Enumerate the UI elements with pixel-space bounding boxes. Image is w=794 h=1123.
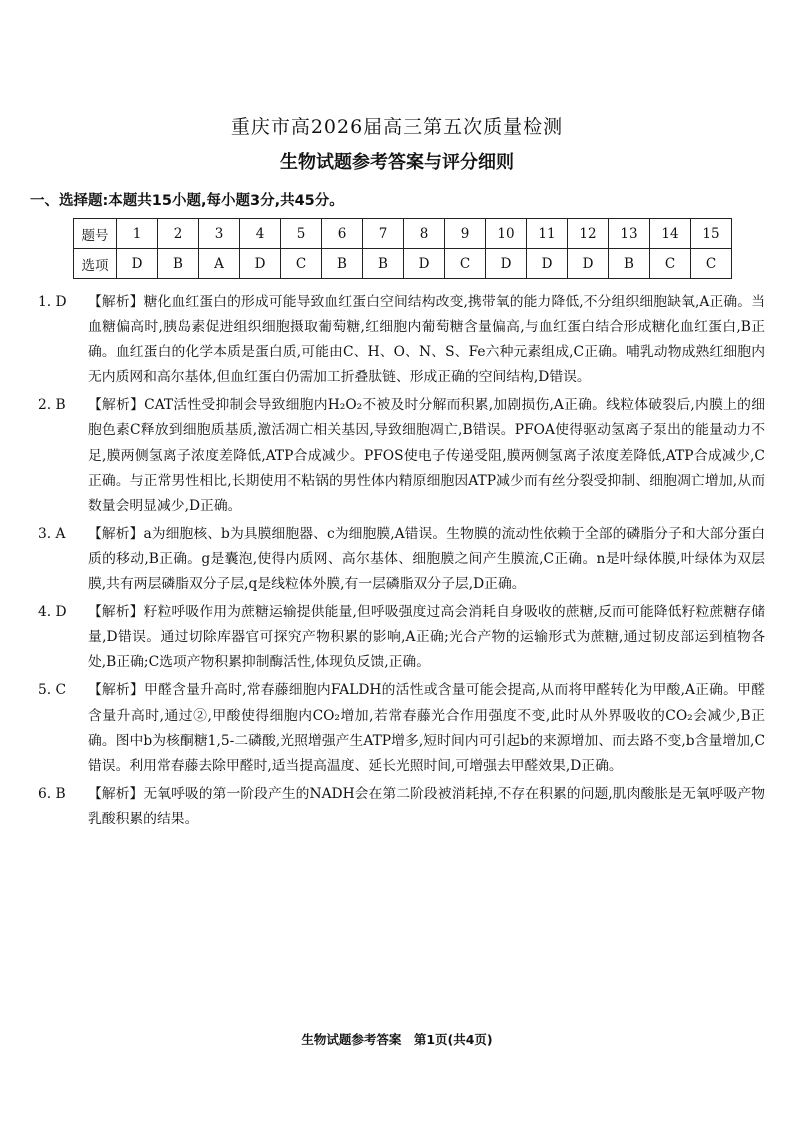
table-cell: 13 <box>609 219 650 249</box>
explanation-text: 【解析】a为细胞核、b为具膜细胞器、c为细胞膜,A错误。生物膜的流动性依赖于全部的磷脂分子和大部分蛋白质的移动,B正确。g是囊泡,使得内质网、高尔基体、细胞膜之间产生膜流,C正确。n是叶绿体膜,叶绿体为双层膜,共有两层磷脂双分子层,q是线粒体外膜,有一层磷脂双分子层,D正确。 <box>88 525 765 593</box>
explanation-text: 【解析】籽粒呼吸作用为蔗糖运输提供能量,但呼吸强度过高会消耗自身吸收的蔗糖,反而可能降低籽粒蔗糖存储量,D错误。通过切除库器官可探究产物积累的影响,A正确;光合产物的运输形式为蔗糖,通过韧皮部运到植物各处,B正确;C选项产物积累抑制酶活性,体现负反馈,正确。 <box>88 604 765 671</box>
table-cell: D <box>117 249 158 279</box>
table-cell: D <box>527 249 568 279</box>
table-cell: 14 <box>650 219 691 249</box>
table-cell: C <box>650 249 691 279</box>
explanation-list <box>38 290 765 835</box>
table-cell: C <box>281 249 322 279</box>
explanation-text: 【解析】甲醛含量升高时,常春藤细胞内FALDH的活性或含量可能会提高,从而将甲醛转化为甲酸,A正确。甲醛含量升高时,通过②,甲酸使得细胞内CO₂增加,若常春藤光合作用强度不变,此时从外界吸收的CO₂会减少,B正确。图中b为核酮糖1,5-二磷酸,光照增强产生ATP增多,短时间内可引起b的来源增加、而去路不变,b含量增加,C错误。利用常春藤去除甲醛时,适当提高温度、延长光照时间,可增强去甲醛效果,D正确。 <box>88 682 765 774</box>
question-answer: 4. D <box>38 604 67 621</box>
explanation-item <box>38 290 765 390</box>
table-cell: 4 <box>240 219 281 249</box>
table-cell: 8 <box>404 219 445 249</box>
question-number-row <box>74 219 732 249</box>
table-cell: 5 <box>281 219 322 249</box>
row-label: 选项 <box>74 249 117 279</box>
table-cell: B <box>363 249 404 279</box>
explanation-item <box>38 522 765 597</box>
table-cell: 12 <box>568 219 609 249</box>
table-cell: 6 <box>322 219 363 249</box>
table-cell: C <box>691 249 732 279</box>
row-label: 题号 <box>74 219 117 249</box>
explanation-item <box>38 782 765 832</box>
table-cell: D <box>404 249 445 279</box>
question-answer: 2. B <box>38 397 66 414</box>
explanation-item <box>38 393 765 518</box>
table-cell: 2 <box>158 219 199 249</box>
question-answer: 1. D <box>38 294 67 310</box>
table-cell: A <box>199 249 240 279</box>
table-cell: B <box>609 249 650 279</box>
table-cell: C <box>445 249 486 279</box>
explanation-text: 【解析】糖化血红蛋白的形成可能导致血红蛋白空间结构改变,携带氧的能力降低,不分组织细胞缺氧,A正确。当血糖偏高时,胰岛素促进组织细胞摄取葡萄糖,红细胞内葡萄糖含量偏高,与血红蛋白结合形成糖化血红蛋白,B正确。血红蛋白的化学本质是蛋白质,可能由C、H、O、N、S、Fe六种元素组成,C正确。哺乳动物成熟红细胞内无内质网和高尔基体,但血红蛋白仍需加工折叠肽链、形成正确的空间结构,D错误。 <box>88 294 765 386</box>
question-answer: 3. A <box>38 525 66 542</box>
table-cell: 9 <box>445 219 486 249</box>
explanation-item <box>38 678 765 778</box>
answer-row <box>74 249 732 279</box>
table-cell: 10 <box>486 219 527 249</box>
table-cell: B <box>322 249 363 279</box>
table-cell: 11 <box>527 219 568 249</box>
table-cell: D <box>568 249 609 279</box>
table-cell: 3 <box>199 219 240 249</box>
answer-table <box>73 218 732 279</box>
table-cell: B <box>158 249 199 279</box>
table-cell: 15 <box>691 219 732 249</box>
page-footer: 生物试题参考答案 第1页(共4页) <box>301 1032 493 1047</box>
table-cell: 7 <box>363 219 404 249</box>
question-answer: 5. C <box>38 682 67 699</box>
question-answer: 6. B <box>38 785 66 802</box>
explanation-item <box>38 600 765 675</box>
table-cell: 1 <box>117 219 158 249</box>
answer-key-subtitle: 生物试题参考答案与评分细则 <box>280 152 514 173</box>
exam-title: 重庆市高2026届高三第五次质量检测 <box>230 116 564 138</box>
table-cell: D <box>486 249 527 279</box>
explanation-text: 【解析】无氧呼吸的第一阶段产生的NADH会在第二阶段被消耗掉,不存在积累的问题,肌肉酸胀是无氧呼吸产物乳酸积累的结果。 <box>88 785 765 827</box>
section-heading: 一、选择题:本题共15小题,每小题3分,共45分。 <box>30 193 344 209</box>
table-cell: D <box>240 249 281 279</box>
explanation-text: 【解析】CAT活性受抑制会导致细胞内H₂O₂不被及时分解而积累,加剧损伤,A正确。线粒体破裂后,内膜上的细胞色素C释放到细胞质基质,激活凋亡相关基因,导致细胞凋亡,B错误。PFOA使得驱动氢离子泵出的能量动力不足,膜两侧氢离子浓度差降低,ATP合成减少。PFOS使电子传递受阻,膜两侧氢离子浓度差降低,ATP合成减少,C正确。与正常男性相比,长期使用不粘锅的男性体内精原细胞因ATP减少而有丝分裂受抑制、细胞凋亡增加,从而数量会明显减少,D正确。 <box>88 397 765 514</box>
